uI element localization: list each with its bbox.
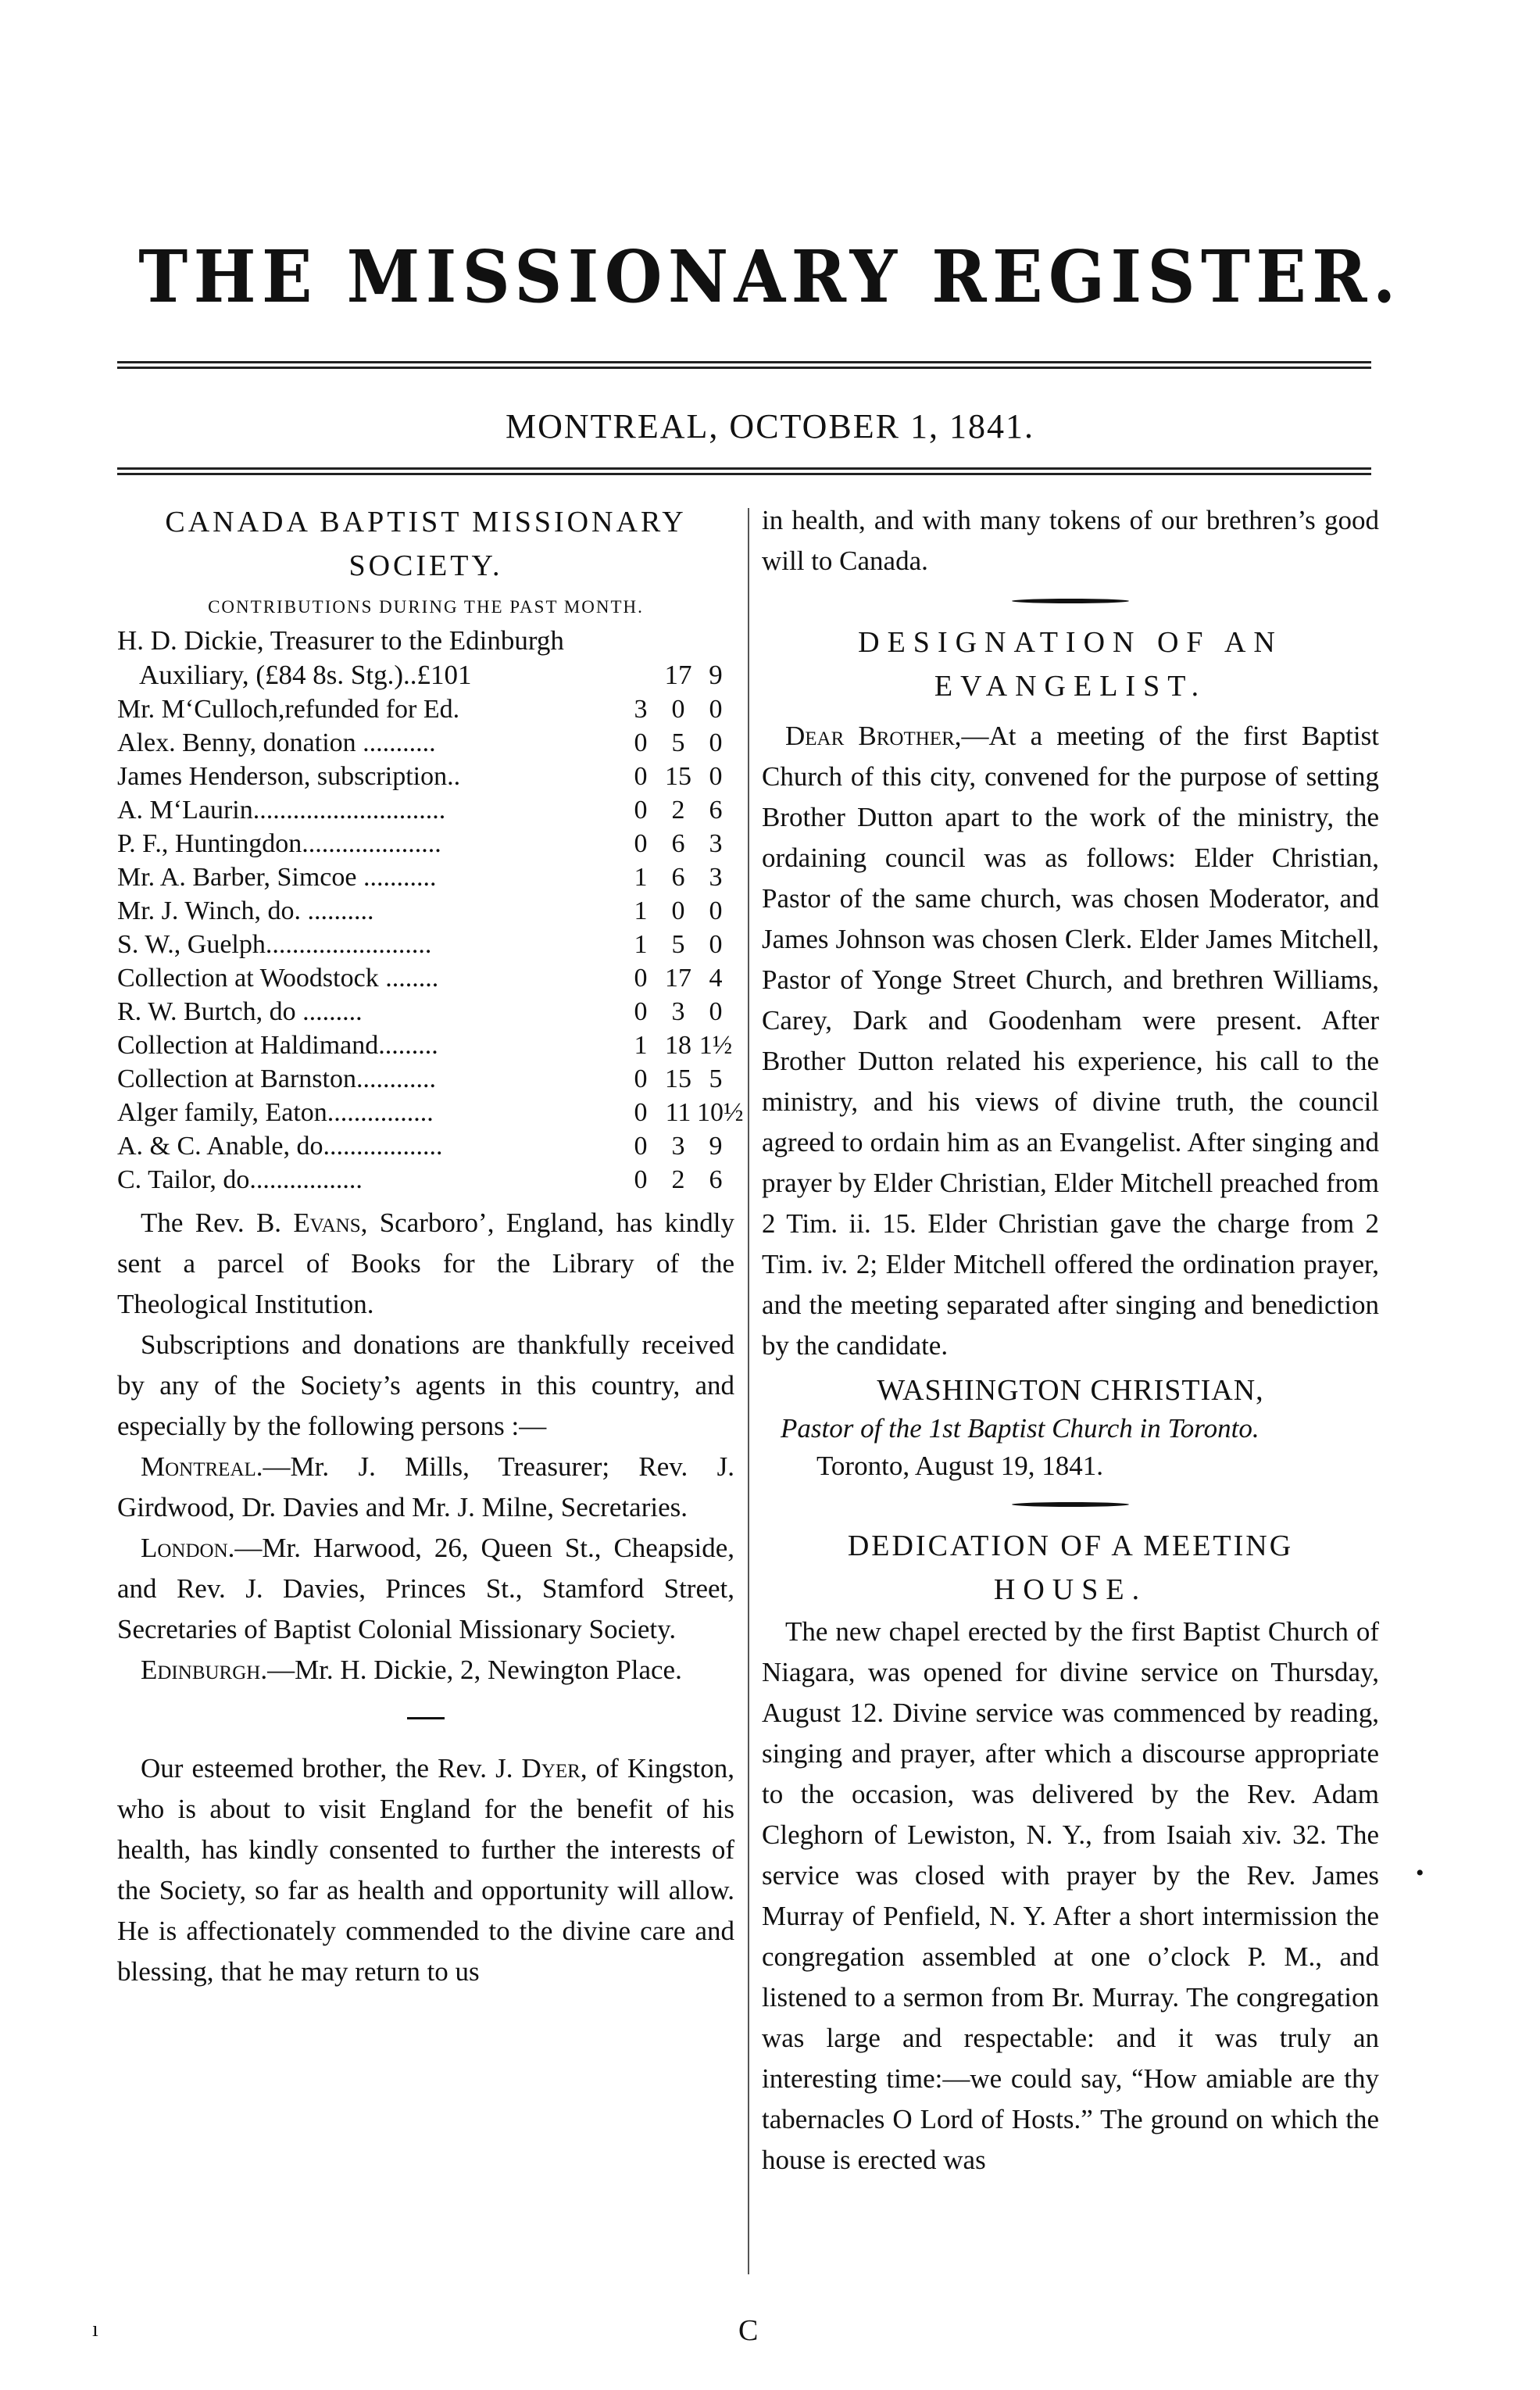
shillings: 6 <box>671 829 685 858</box>
dedication-heading-line2: HOUSE. <box>993 1573 1148 1606</box>
edinburgh-text: —Mr. H. Dickie, 2, Newington Place. <box>267 1655 682 1685</box>
first-entry-shillings: 17 <box>664 660 692 690</box>
london-agents <box>117 1528 734 1650</box>
margin-mark: • <box>1416 1860 1424 1886</box>
contribution-row <box>117 860 734 894</box>
contributor-name: Alex. Benny, donation ........... <box>117 728 436 757</box>
contributor-name: Mr. J. Winch, do. .......... <box>117 896 374 925</box>
contributor-name: Alger family, Eaton................ <box>117 1098 434 1127</box>
society-heading-line1: CANADA BAPTIST MISSIONARY <box>165 506 687 538</box>
evans-paragraph <box>117 1203 734 1325</box>
contribution-row <box>117 760 734 793</box>
pounds: 0 <box>634 964 648 993</box>
ornament-divider <box>762 594 1379 608</box>
pounds: 0 <box>634 762 648 791</box>
pence: 4 <box>709 964 723 993</box>
evans-name: Evans <box>293 1208 361 1238</box>
contributor-name: James Henderson, subscription.. <box>117 762 461 791</box>
contribution-row <box>117 1096 744 1129</box>
evans-post: , Scarboro’, England, has kindly sent a parcel of Books for the Library of the Theological Institution. <box>117 1208 734 1319</box>
pounds: 0 <box>634 1165 648 1194</box>
contribution-row <box>117 827 734 860</box>
pounds: 1 <box>634 930 648 959</box>
pounds: 0 <box>634 796 648 825</box>
pence: 1½ <box>699 1031 733 1060</box>
pence: 6 <box>709 796 723 825</box>
montreal-label: Montreal. <box>141 1451 263 1482</box>
pence: 0 <box>709 930 723 959</box>
contributor-name: A. M‘Laurin............................. <box>117 796 446 825</box>
letter-salutation: Dear Brother, <box>785 721 962 751</box>
first-entry-pence: 9 <box>709 660 723 690</box>
shillings: 6 <box>671 863 685 892</box>
pounds: 3 <box>634 695 648 724</box>
pence: 10½ <box>697 1098 744 1127</box>
subscriptions-paragraph: Subscriptions and donations are thankfully received by any of the Society’s agents in this country, and especially by the following persons :— <box>117 1329 734 1441</box>
shillings: 2 <box>671 796 685 825</box>
masthead-rule <box>117 361 1371 369</box>
pence: 6 <box>709 1165 723 1194</box>
ornament-divider <box>762 1497 1379 1512</box>
continuation-text: in health, and with many tokens of our brethren’s good will to Canada. <box>762 505 1379 576</box>
pence: 5 <box>709 1064 723 1093</box>
right-column <box>762 500 1379 2181</box>
montreal-text: —Mr. J. Mills, Treasurer; Rev. J. Girdwood, Dr. Davies and Mr. J. Milne, Secretaries. <box>117 1451 734 1522</box>
contributions-list <box>117 692 744 1197</box>
pounds: 0 <box>634 1132 648 1161</box>
contributor-name: Mr. A. Barber, Simcoe ........... <box>117 863 437 892</box>
contribution-row <box>117 894 734 928</box>
contributor-name: Collection at Haldimand......... <box>117 1031 438 1060</box>
section-separator <box>117 1709 734 1723</box>
shillings: 0 <box>671 695 685 724</box>
pence: 0 <box>709 997 723 1026</box>
dedication-heading-line1: DEDICATION OF A MEETING <box>847 1530 1294 1562</box>
margin-mark: ı <box>92 2317 98 2342</box>
contribution-row <box>117 1129 734 1163</box>
pounds: 0 <box>634 728 648 757</box>
pence: 3 <box>709 863 723 892</box>
dyer-post: , of Kingston, who is about to visit England for the benefit of his health, has kindly consented to further the interests of the Society, so far as health and opportunity will allow. He is affectionately commended to the divine care and blessing, that he may return to us <box>117 1753 734 1987</box>
contributor-name: A. & C. Anable, do.................. <box>117 1132 443 1161</box>
dyer-name: Dyer <box>521 1753 581 1784</box>
shillings: 17 <box>665 964 691 993</box>
shillings: 5 <box>671 728 685 757</box>
pence: 0 <box>709 762 723 791</box>
shillings: 3 <box>671 1132 685 1161</box>
column-divider <box>748 508 749 2274</box>
shillings: 3 <box>671 997 685 1026</box>
pounds: 1 <box>634 863 648 892</box>
pence: 0 <box>709 896 723 925</box>
shillings: 5 <box>671 930 685 959</box>
dateline: MONTREAL, OCTOBER 1, 1841. <box>506 407 1034 445</box>
dyer-paragraph <box>117 1748 734 1992</box>
contribution-first-entry <box>117 624 734 692</box>
evans-pre: The Rev. B. <box>141 1208 294 1238</box>
pounds: 1 <box>634 1031 648 1060</box>
first-entry-line2: Auxiliary, (£84 8s. Stg.)..£101 <box>139 660 472 690</box>
left-column <box>117 500 744 1992</box>
contribution-row <box>117 1029 734 1062</box>
contribution-row <box>117 793 734 827</box>
contributor-name: Collection at Woodstock ........ <box>117 964 439 993</box>
pounds: 0 <box>634 829 648 858</box>
signature-name: WASHINGTON CHRISTIAN, <box>877 1374 1264 1407</box>
designation-letter <box>762 716 1379 1366</box>
contributions-subheading: CONTRIBUTIONS DURING THE PAST MONTH. <box>208 597 644 617</box>
montreal-agents <box>117 1447 734 1528</box>
contributor-name: C. Tailor, do................. <box>117 1165 363 1194</box>
shillings: 18 <box>665 1031 691 1060</box>
shillings: 15 <box>665 1064 691 1093</box>
london-text: —Mr. Harwood, 26, Queen St., Cheapside, and Rev. J. Davies, Princes St., Stamford Street, Secretaries of Baptist Colonial Missionary Society. <box>117 1533 734 1644</box>
designation-heading-line2: EVANGELIST. <box>934 670 1207 703</box>
pence: 0 <box>709 695 723 724</box>
pence: 3 <box>709 829 723 858</box>
pence: 9 <box>709 1132 723 1161</box>
contributor-name: P. F., Huntingdon..................... <box>117 829 441 858</box>
contribution-row <box>117 726 734 760</box>
contribution-row <box>117 928 734 961</box>
masthead-title: THE MISSIONARY REGISTER. <box>138 234 1402 319</box>
contributor-name: S. W., Guelph......................... <box>117 930 432 959</box>
first-entry-line1: H. D. Dickie, Treasurer to the Edinburgh <box>117 625 564 656</box>
signature-title: Pastor of the 1st Baptist Church in Toronto. <box>781 1413 1260 1444</box>
pounds: 1 <box>634 896 648 925</box>
designation-heading-line1: DESIGNATION OF AN <box>858 626 1283 659</box>
pounds: 0 <box>634 1064 648 1093</box>
contribution-row <box>117 1062 734 1096</box>
london-label: London. <box>141 1533 235 1563</box>
contribution-row <box>117 995 734 1029</box>
contribution-row <box>117 692 734 726</box>
edinburgh-agents <box>117 1650 734 1691</box>
shillings: 0 <box>671 896 685 925</box>
edinburgh-label: Edinburgh. <box>141 1655 268 1685</box>
signature-date: Toronto, August 19, 1841. <box>816 1451 1104 1481</box>
dateline-rule <box>117 467 1371 475</box>
contributor-name: Mr. M‘Culloch,refunded for Ed. <box>117 695 460 724</box>
pounds: 0 <box>634 997 648 1026</box>
dyer-pre: Our esteemed brother, the Rev. J. <box>141 1753 522 1784</box>
shillings: 11 <box>665 1098 691 1127</box>
contributor-name: R. W. Burtch, do ......... <box>117 997 363 1026</box>
dedication-body: The new chapel erected by the first Baptist Church of Niagara, was opened for divine service on Thursday, August 12. Divine service was commenced by reading, singing and prayer, after which a discourse appropriate to the occasion, was delivered by the Rev. Adam Cleghorn of Lewiston, N. Y., from Isaiah xiv. 32. The service was closed with prayer by the Rev. James Murray of Penfield, N. Y. After a short intermission the congregation assembled at one o’clock P. M., and listened to a sermon from Br. Murray. The congregation was large and respectable: and it was truly an interesting time:—we could say, “How amiable are thy tabernacles O Lord of Hosts.” The ground on which the house is erected was <box>762 1616 1379 2175</box>
pence: 0 <box>709 728 723 757</box>
shillings: 2 <box>671 1165 685 1194</box>
society-heading-line2: SOCIETY. <box>348 549 503 582</box>
contribution-row <box>117 961 734 995</box>
contribution-row <box>117 1163 734 1197</box>
letter-body: —At a meeting of the first Baptist Church of this city, convened for the purpose of setting Brother Dutton apart to the work of the ministry, the ordaining council was as follows: Elder Christian, Pastor of the same church, was chosen Moderator, and James Johnson was chosen Clerk. Elder James Mitchell, Pastor of Yonge Street Church, and brethren Williams, Carey, Dark and Goodenham were present. After Brother Dutton related his experience, his call to the ministry, and his views of divine truth, the council agreed to ordain him as an Evangelist. After singing and prayer by Elder Christian, Elder Mitchell preached from 2 Tim. ii. 15. Elder Christian gave the charge from 2 Tim. iv. 2; Elder Mitchell offered the ordination prayer, and the meeting separated after singing and benediction by the candidate. <box>762 721 1379 1361</box>
shillings: 15 <box>665 762 691 791</box>
pounds: 0 <box>634 1098 648 1127</box>
page-signature: C <box>738 2314 759 2347</box>
contributor-name: Collection at Barnston............ <box>117 1064 436 1093</box>
